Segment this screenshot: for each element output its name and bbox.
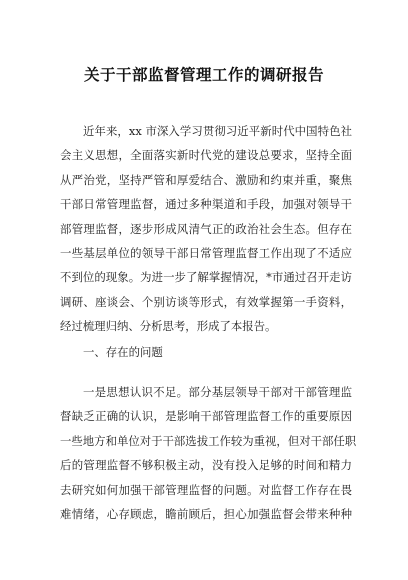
paragraph-line: 督缺乏正确的认识，是影响干部管理监督工作的重要原因 [60,409,352,424]
paragraph-line: 一是思想认识不足。部分基层领导干部对干部管理监 [83,385,352,399]
paragraph-line: 经过梳理归纳、分析思考，形成了本报告。 [60,319,277,334]
paragraph-line: 去研究如何加强干部管理监督的问题。对监督工作存在畏 [60,482,352,497]
section-heading: 一、存在的问题 [83,345,163,359]
paragraph-line: 干部日常管理监督，通过多种渠道和手段，加强对领导干 [60,197,352,212]
intro-paragraph [60,119,352,339]
paragraph-line: 一些基层单位的领导干部日常管理监督工作出现了不适应 [60,245,352,260]
paragraph-line: 部管理监督，逐步形成风清气正的政治社会生态。但存在 [60,221,352,236]
paragraph-line: 近年来，xx 市深入学习贯彻习近平新时代中国特色社 [83,124,352,138]
document-title: 关于干部监督管理工作的调研报告 [83,66,324,84]
paragraph-line: 难情绪，心存顾虑，瞻前顾后，担心加强监督会带来种种 [60,506,352,521]
paragraph-line: 不到位的现象。为进一步了解掌握情况，*市通过召开走访 [60,270,352,285]
problems-paragraph [60,380,357,526]
paragraph-line: 会主义思想，全面落实新时代党的建设总要求，坚持全面 [60,148,352,163]
paragraph-line: 一些地方和单位对于干部选拔工作较为重视，但对干部任职 [60,433,357,448]
paragraph-line: 调研、座谈会、个别访谈等形式，有效掌握第一手资料， [60,294,352,309]
paragraph-line: 从严治党，坚持严管和厚爱结合、激励和约束并重，聚焦 [60,172,352,187]
paragraph-line: 后的管理监督不够积极主动，没有投入足够的时间和精力 [60,458,352,473]
